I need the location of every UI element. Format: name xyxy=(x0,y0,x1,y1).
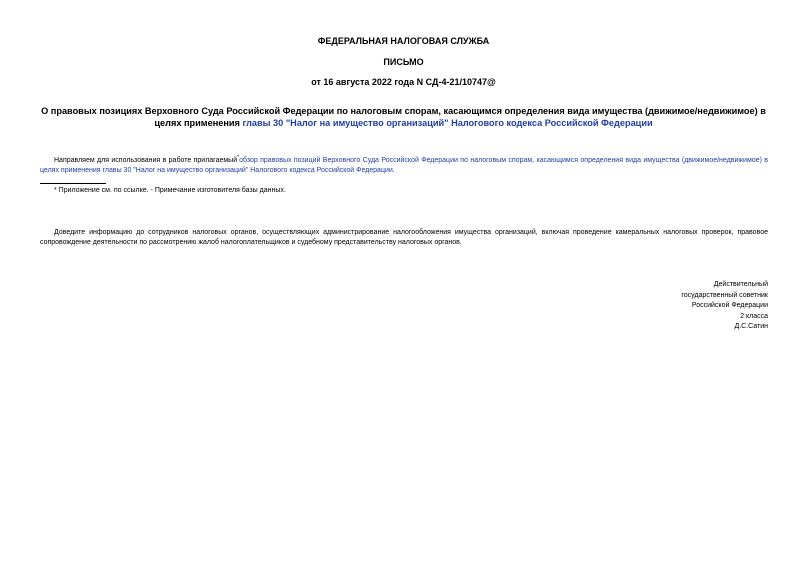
footnote-marker: * xyxy=(237,154,240,161)
document-date-number: от 16 августа 2022 года N СД-4-21/10747@ xyxy=(311,77,496,87)
body-paragraph-1 xyxy=(40,156,768,176)
document-type: ПИСЬМО xyxy=(383,57,424,67)
footnote-divider xyxy=(40,183,106,184)
signature-block xyxy=(681,280,768,333)
signature-title-1: Действительный xyxy=(713,281,768,288)
review-link[interactable]: обзор правовых позиций Верховного Суда Российской Федерации по налоговым спорам, касающимся определения вида имущества (движимое/недвижимое) в целях применения главы 30 "Налог на имущество организаций" Налогового кодекса Российской Федерации xyxy=(40,157,768,174)
paragraph-1-end: . xyxy=(392,167,395,174)
footnote: * Приложение см. по ссылке. - Примечание изготовителя базы данных. xyxy=(54,187,286,194)
subject-law-link[interactable]: главы 30 "Налог на имущество организаций" Налогового кодекса Российской Федерации xyxy=(242,118,653,128)
document-subject xyxy=(36,105,771,129)
signatory-name: Д.С.Сатин xyxy=(734,323,768,330)
body-paragraph-2: Доведите информацию до сотрудников налоговых органов, осуществляющих администрирование налогообложения имущества организаций, включая проведение камеральных налоговых проверок, правовое сопровождение деятельности по рассмотрению жалоб налогоплательщиков и судебному представительству налоговых органов. xyxy=(40,229,768,246)
paragraph-1-text: Направляем для использования в работе прилагаемый xyxy=(54,157,238,164)
signature-title-2: государственный советник xyxy=(681,291,768,299)
signature-title-4: 2 класса xyxy=(740,312,768,320)
subject-text: О правовых позициях Верховного Суда Российской Федерации по налоговым спорам, касающимся определения вида имущества (движимое/недвижимое) в целях применения xyxy=(41,106,766,128)
signature-title-3: Российской Федерации xyxy=(691,302,768,309)
agency-name: ФЕДЕРАЛЬНАЯ НАЛОГОВАЯ СЛУЖБА xyxy=(317,36,490,46)
